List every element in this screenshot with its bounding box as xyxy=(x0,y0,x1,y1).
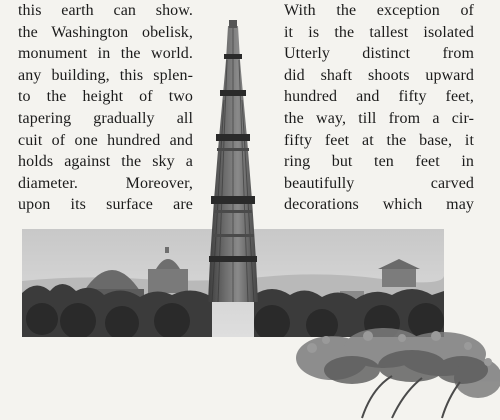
minaret-tower xyxy=(200,20,266,302)
right-line: ring but ten feet in xyxy=(284,153,474,171)
right-line: beautifully carved xyxy=(284,174,474,192)
left-line: this earth can show. xyxy=(18,2,193,19)
right-line: fifty feet at the base, it xyxy=(284,131,474,149)
left-text-column xyxy=(18,0,193,216)
left-line: tapering gradually all xyxy=(18,109,193,127)
right-line: it is the tallest isolated xyxy=(284,23,474,41)
left-line: to the height of two xyxy=(18,88,193,106)
left-line: upon its surface are xyxy=(18,196,193,214)
tree-vignette xyxy=(292,318,500,420)
right-line: decorations which may xyxy=(284,196,474,214)
right-line: did shaft shoots upward xyxy=(284,66,474,84)
left-line: any building, this splen- xyxy=(18,66,193,84)
left-line: diameter. Moreover, xyxy=(18,174,193,192)
left-line: monument in the world. xyxy=(18,45,193,63)
left-line: holds against the sky a xyxy=(18,153,193,171)
right-line: Utterly distinct from xyxy=(284,45,474,63)
right-line: the way, till from a cir- xyxy=(284,109,474,127)
left-line: the Washington obelisk, xyxy=(18,23,193,41)
left-line: cuit of one hundred and xyxy=(18,131,193,149)
right-line: hundred and fifty feet, xyxy=(284,88,474,106)
right-text-column xyxy=(284,0,474,216)
right-line: With the exception of xyxy=(284,2,474,19)
